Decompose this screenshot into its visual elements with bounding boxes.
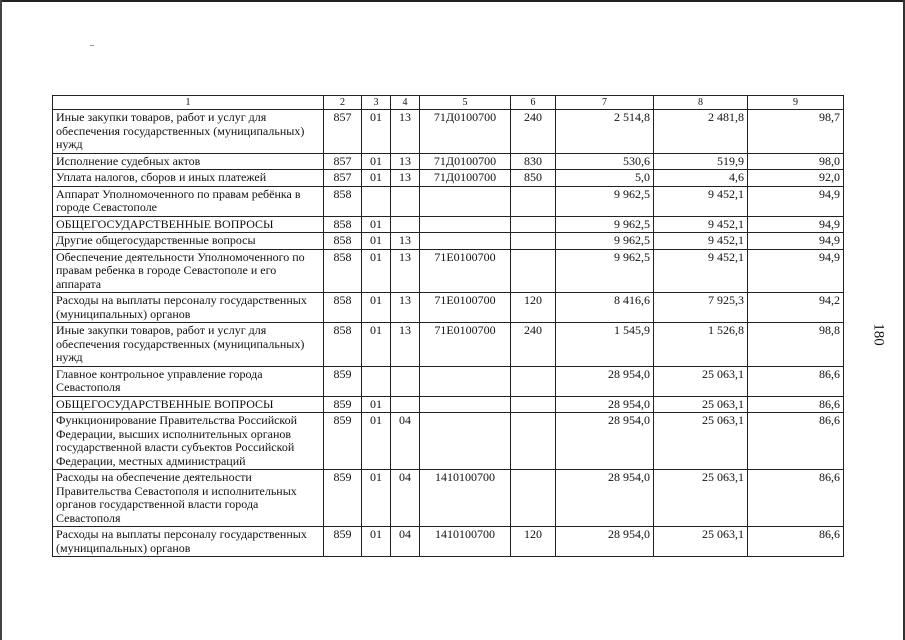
cell-col8: 25 063,1 bbox=[654, 396, 748, 413]
cell-name: Расходы на обеспечение деятельности Правительства Севастополя и исполнительных органов государственной власти города Севастополя bbox=[53, 470, 324, 527]
cell-col2: 858 bbox=[324, 249, 362, 293]
cell-col7: 28 954,0 bbox=[556, 470, 654, 527]
cell-col8: 9 452,1 bbox=[654, 216, 748, 233]
table-row bbox=[53, 413, 844, 470]
cell-col8: 25 063,1 bbox=[654, 470, 748, 527]
cell-col6 bbox=[511, 233, 556, 250]
cell-col5 bbox=[420, 233, 511, 250]
column-header: 5 bbox=[420, 96, 511, 110]
cell-col3: 01 bbox=[362, 396, 391, 413]
cell-name: Другие общегосударственные вопросы bbox=[53, 233, 324, 250]
cell-col4 bbox=[391, 216, 420, 233]
table-header-row bbox=[53, 96, 844, 110]
cell-col4 bbox=[391, 366, 420, 396]
cell-col9: 94,9 bbox=[748, 216, 844, 233]
cell-col4: 04 bbox=[391, 413, 420, 470]
cell-col9: 86,6 bbox=[748, 413, 844, 470]
cell-col9: 94,9 bbox=[748, 233, 844, 250]
cell-col5: 71Д0100700 bbox=[420, 153, 511, 170]
cell-col6 bbox=[511, 366, 556, 396]
cell-col9: 94,2 bbox=[748, 293, 844, 323]
cell-col3: 01 bbox=[362, 413, 391, 470]
cell-name: Уплата налогов, сборов и иных платежей bbox=[53, 170, 324, 187]
cell-col9: 94,9 bbox=[748, 249, 844, 293]
cell-name: Главное контрольное управление города Севастополя bbox=[53, 366, 324, 396]
cell-name: Расходы на выплаты персоналу государственных (муниципальных) органов bbox=[53, 293, 324, 323]
table-row bbox=[53, 170, 844, 187]
scan-edge-left bbox=[0, 0, 2, 640]
cell-col5: 71Д0100700 bbox=[420, 110, 511, 154]
cell-col3 bbox=[362, 186, 391, 216]
cell-col6 bbox=[511, 249, 556, 293]
cell-col3: 01 bbox=[362, 110, 391, 154]
cell-col5: 71Е0100700 bbox=[420, 249, 511, 293]
cell-col3: 01 bbox=[362, 323, 391, 367]
cell-col5 bbox=[420, 366, 511, 396]
cell-col7: 1 545,9 bbox=[556, 323, 654, 367]
table-row bbox=[53, 366, 844, 396]
scan-edge-top bbox=[0, 0, 905, 2]
cell-col7: 9 962,5 bbox=[556, 249, 654, 293]
cell-col3: 01 bbox=[362, 470, 391, 527]
cell-col6: 240 bbox=[511, 110, 556, 154]
cell-name: Обеспечение деятельности Уполномоченного по правам ребенка в городе Севастополе и его аппарата bbox=[53, 249, 324, 293]
table-row bbox=[53, 233, 844, 250]
table-row bbox=[53, 110, 844, 154]
cell-col2: 859 bbox=[324, 396, 362, 413]
cell-col7: 9 962,5 bbox=[556, 233, 654, 250]
cell-col7: 28 954,0 bbox=[556, 527, 654, 557]
cell-col2: 858 bbox=[324, 293, 362, 323]
page-number: 180 bbox=[870, 323, 887, 346]
cell-col5: 1410100700 bbox=[420, 527, 511, 557]
cell-col2: 857 bbox=[324, 153, 362, 170]
cell-col8: 9 452,1 bbox=[654, 233, 748, 250]
table-row bbox=[53, 293, 844, 323]
cell-col3: 01 bbox=[362, 153, 391, 170]
cell-col8: 25 063,1 bbox=[654, 366, 748, 396]
column-header: 4 bbox=[391, 96, 420, 110]
cell-col4: 13 bbox=[391, 249, 420, 293]
column-header: 8 bbox=[654, 96, 748, 110]
cell-col5 bbox=[420, 216, 511, 233]
column-header: 9 bbox=[748, 96, 844, 110]
cell-col6: 830 bbox=[511, 153, 556, 170]
cell-col5 bbox=[420, 413, 511, 470]
cell-col2: 858 bbox=[324, 186, 362, 216]
cell-col3: 01 bbox=[362, 170, 391, 187]
cell-col4 bbox=[391, 396, 420, 413]
cell-name: ОБЩЕГОСУДАРСТВЕННЫЕ ВОПРОСЫ bbox=[53, 396, 324, 413]
cell-col2: 857 bbox=[324, 110, 362, 154]
cell-col3: 01 bbox=[362, 249, 391, 293]
column-header: 3 bbox=[362, 96, 391, 110]
cell-col3: 01 bbox=[362, 527, 391, 557]
cell-col2: 858 bbox=[324, 323, 362, 367]
cell-col3: 01 bbox=[362, 216, 391, 233]
cell-col6 bbox=[511, 186, 556, 216]
cell-col6: 120 bbox=[511, 293, 556, 323]
cell-col9: 86,6 bbox=[748, 470, 844, 527]
cell-col8: 9 452,1 bbox=[654, 186, 748, 216]
column-header: 7 bbox=[556, 96, 654, 110]
cell-name: Иные закупки товаров, работ и услуг для обеспечения государственных (муниципальных) нужд bbox=[53, 110, 324, 154]
cell-col7: 28 954,0 bbox=[556, 396, 654, 413]
cell-col9: 86,6 bbox=[748, 366, 844, 396]
cell-col9: 94,9 bbox=[748, 186, 844, 216]
cell-col2: 859 bbox=[324, 366, 362, 396]
table-row bbox=[53, 323, 844, 367]
cell-col9: 98,8 bbox=[748, 323, 844, 367]
cell-col4: 04 bbox=[391, 527, 420, 557]
table-row bbox=[53, 216, 844, 233]
table-row bbox=[53, 186, 844, 216]
cell-col7: 28 954,0 bbox=[556, 413, 654, 470]
cell-col7: 5,0 bbox=[556, 170, 654, 187]
cell-col7: 9 962,5 bbox=[556, 186, 654, 216]
cell-col4: 13 bbox=[391, 110, 420, 154]
cell-col3 bbox=[362, 366, 391, 396]
cell-col8: 9 452,1 bbox=[654, 249, 748, 293]
table-row bbox=[53, 249, 844, 293]
cell-col2: 859 bbox=[324, 470, 362, 527]
table-body bbox=[53, 110, 844, 557]
column-header: 1 bbox=[53, 96, 324, 110]
cell-col5: 71Е0100700 bbox=[420, 293, 511, 323]
cell-col5 bbox=[420, 396, 511, 413]
scan-speck bbox=[90, 45, 94, 46]
cell-col7: 8 416,6 bbox=[556, 293, 654, 323]
cell-col8: 4,6 bbox=[654, 170, 748, 187]
cell-col8: 25 063,1 bbox=[654, 413, 748, 470]
cell-col8: 2 481,8 bbox=[654, 110, 748, 154]
cell-col6 bbox=[511, 216, 556, 233]
table-row bbox=[53, 527, 844, 557]
cell-col8: 519,9 bbox=[654, 153, 748, 170]
cell-col6: 120 bbox=[511, 527, 556, 557]
cell-name: Расходы на выплаты персоналу государственных (муниципальных) органов bbox=[53, 527, 324, 557]
cell-name: Функционирование Правительства Российской Федерации, высших исполнительных органов государственной власти субъектов Российской Федерации, местных администраций bbox=[53, 413, 324, 470]
cell-col6 bbox=[511, 396, 556, 413]
column-header: 2 bbox=[324, 96, 362, 110]
cell-col4: 13 bbox=[391, 323, 420, 367]
cell-col9: 92,0 bbox=[748, 170, 844, 187]
cell-col4: 13 bbox=[391, 170, 420, 187]
cell-col9: 86,6 bbox=[748, 527, 844, 557]
cell-col7: 2 514,8 bbox=[556, 110, 654, 154]
cell-col8: 1 526,8 bbox=[654, 323, 748, 367]
cell-col6: 240 bbox=[511, 323, 556, 367]
cell-col7: 9 962,5 bbox=[556, 216, 654, 233]
cell-col4 bbox=[391, 186, 420, 216]
cell-col4: 13 bbox=[391, 153, 420, 170]
cell-col9: 98,7 bbox=[748, 110, 844, 154]
cell-col9: 98,0 bbox=[748, 153, 844, 170]
cell-col3: 01 bbox=[362, 233, 391, 250]
cell-name: Аппарат Уполномоченного по правам ребёнка в городе Севастополе bbox=[53, 186, 324, 216]
cell-col5: 71Д0100700 bbox=[420, 170, 511, 187]
cell-col3: 01 bbox=[362, 293, 391, 323]
cell-col8: 25 063,1 bbox=[654, 527, 748, 557]
cell-col7: 530,6 bbox=[556, 153, 654, 170]
cell-col6 bbox=[511, 470, 556, 527]
cell-col5 bbox=[420, 186, 511, 216]
cell-col5: 1410100700 bbox=[420, 470, 511, 527]
cell-col6: 850 bbox=[511, 170, 556, 187]
column-header: 6 bbox=[511, 96, 556, 110]
cell-col2: 859 bbox=[324, 527, 362, 557]
cell-col6 bbox=[511, 413, 556, 470]
cell-name: Исполнение судебных актов bbox=[53, 153, 324, 170]
table-row bbox=[53, 470, 844, 527]
cell-col4: 13 bbox=[391, 293, 420, 323]
table-row bbox=[53, 396, 844, 413]
table-row bbox=[53, 153, 844, 170]
cell-col2: 859 bbox=[324, 413, 362, 470]
cell-col8: 7 925,3 bbox=[654, 293, 748, 323]
cell-name: ОБЩЕГОСУДАРСТВЕННЫЕ ВОПРОСЫ bbox=[53, 216, 324, 233]
cell-col9: 86,6 bbox=[748, 396, 844, 413]
cell-col2: 857 bbox=[324, 170, 362, 187]
cell-col2: 858 bbox=[324, 233, 362, 250]
cell-col2: 858 bbox=[324, 216, 362, 233]
cell-col4: 13 bbox=[391, 233, 420, 250]
cell-col5: 71Е0100700 bbox=[420, 323, 511, 367]
budget-table bbox=[52, 95, 844, 557]
cell-col4: 04 bbox=[391, 470, 420, 527]
cell-name: Иные закупки товаров, работ и услуг для обеспечения государственных (муниципальных) нужд bbox=[53, 323, 324, 367]
cell-col7: 28 954,0 bbox=[556, 366, 654, 396]
